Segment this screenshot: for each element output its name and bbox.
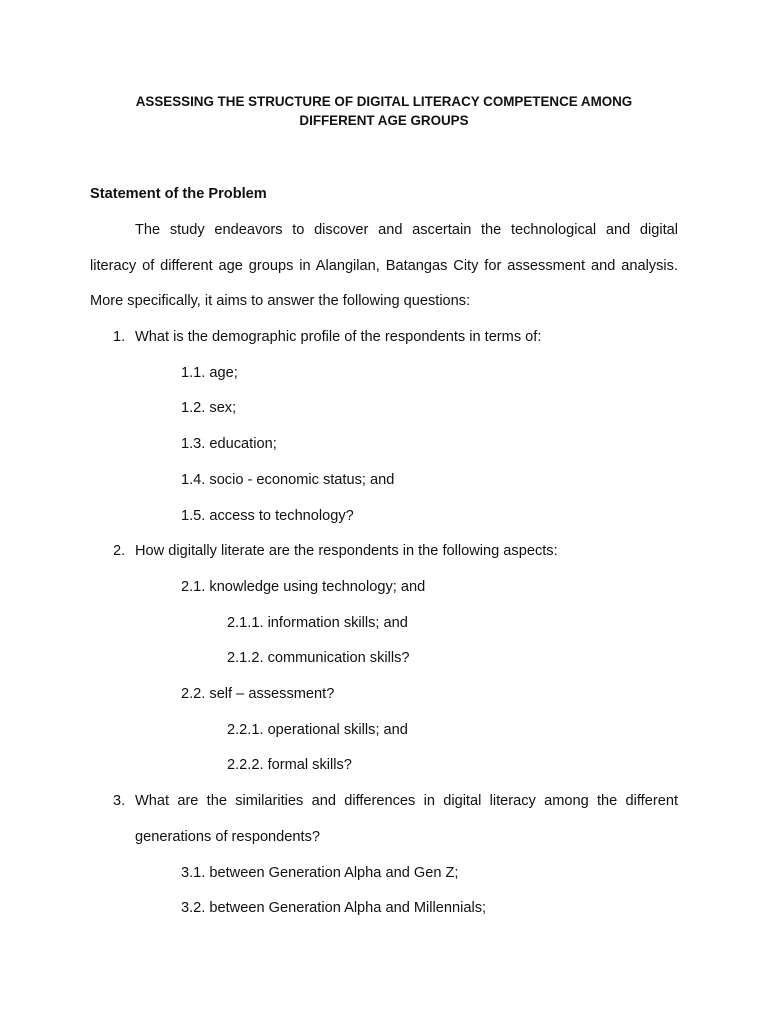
question-3-number: 3.	[113, 793, 126, 809]
list-item-2-2: 2.2. self – assessment?	[181, 686, 335, 702]
list-item-2-2-2: 2.2.2. formal skills?	[227, 757, 352, 773]
intro-paragraph-line-3: More specifically, it aims to answer the following questions:	[90, 293, 471, 309]
intro-paragraph-line-2: literacy of different age groups in Alangilan, Batangas City for assessment and analysis.	[90, 258, 678, 274]
list-item-2-2-1: 2.2.1. operational skills; and	[227, 722, 408, 738]
question-1-number: 1.	[113, 329, 126, 345]
question-1-text: What is the demographic profile of the respondents in terms of:	[135, 329, 542, 345]
list-item-1-3: 1.3. education;	[181, 436, 277, 452]
list-item-1-2: 1.2. sex;	[181, 400, 237, 416]
intro-paragraph-line-1: The study endeavors to discover and ascertain the technological and digital	[135, 222, 678, 238]
question-2-text: How digitally literate are the respondents in the following aspects:	[135, 543, 558, 559]
section-heading: Statement of the Problem	[90, 186, 267, 202]
question-2-number: 2.	[113, 543, 126, 559]
question-3-text-line-1: What are the similarities and differences in digital literacy among the different	[135, 793, 678, 809]
list-item-2-1-1: 2.1.1. information skills; and	[227, 615, 408, 631]
list-item-1-1: 1.1. age;	[181, 365, 238, 381]
question-3-text-line-2: generations of respondents?	[135, 829, 320, 845]
list-item-1-5: 1.5. access to technology?	[181, 508, 354, 524]
document-title-line-2: DIFFERENT AGE GROUPS	[299, 113, 469, 128]
list-item-3-2: 3.2. between Generation Alpha and Millennials;	[181, 900, 487, 916]
list-item-2-1-2: 2.1.2. communication skills?	[227, 650, 410, 666]
list-item-3-1: 3.1. between Generation Alpha and Gen Z;	[181, 865, 459, 881]
document-title-line-1: ASSESSING THE STRUCTURE OF DIGITAL LITERACY COMPETENCE AMONG	[135, 94, 633, 109]
list-item-2-1: 2.1. knowledge using technology; and	[181, 579, 426, 595]
list-item-1-4: 1.4. socio - economic status; and	[181, 472, 395, 488]
